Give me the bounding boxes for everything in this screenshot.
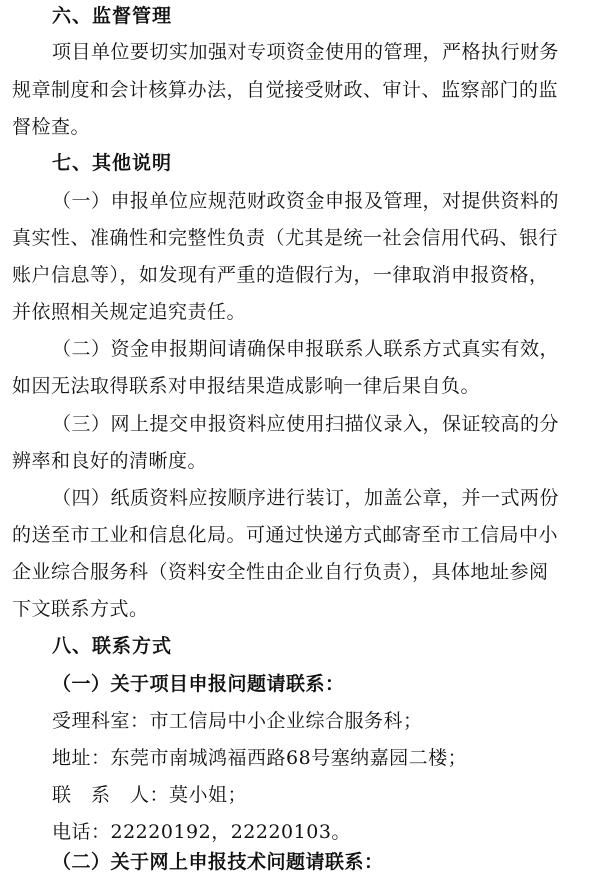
contact-subheading-technical: （二）关于网上申报技术问题请联系： [52, 851, 384, 873]
contact-subheading-project: （一）关于项目申报问题请联系： [52, 673, 345, 695]
paragraph-line: （三）网上提交申报资料应使用扫描仪录入，保证较高的分 [52, 413, 560, 435]
paragraph-line: （二）资金申报期间请确保申报联系人联系方式真实有效， [52, 338, 560, 360]
paragraph-line: 辨率和良好的清晰度。 [12, 450, 208, 472]
contact-address: 地址：东莞市南城鸿福西路68号塞纳嘉园二楼； [52, 747, 468, 769]
paragraph-line: 真实性、准确性和完整性负责（尤其是统一社会信用代码、银行 [12, 227, 559, 249]
paragraph-line: 督检查。 [12, 116, 91, 138]
paragraph-line: 规章制度和会计核算办法，自觉接受财政、审计、监察部门的监 [12, 79, 559, 101]
contact-person: 联 系 人：莫小姐； [52, 784, 248, 806]
section-heading-supervision: 六、监督管理 [52, 5, 173, 27]
paragraph-line: 的送至市工业和信息化局。可通过快递方式邮寄至市工信局中小 [12, 524, 559, 546]
section-heading-other-notes: 七、其他说明 [52, 152, 173, 174]
contact-department: 受理科室：市工信局中小企业综合服务科； [52, 710, 423, 732]
paragraph-line: 下文联系方式。 [12, 598, 149, 620]
paragraph-line: 账户信息等），如发现有严重的造假行为，一律取消申报资格， [12, 264, 549, 286]
section-heading-contact: 八、联系方式 [52, 635, 173, 657]
paragraph-line: （一）申报单位应规范财政资金申报及管理，对提供资料的 [52, 190, 560, 212]
paragraph-line: 并依照相关规定追究责任。 [12, 301, 247, 323]
paragraph-line: 企业综合服务科（资料安全性由企业自行负责），具体地址参阅 [12, 561, 549, 583]
paragraph-line: 项目单位要切实加强对专项资金使用的管理，严格执行财务 [52, 41, 560, 63]
paragraph-line: （四）纸质资料应按顺序进行装订，加盖公章，并一式两份 [52, 487, 560, 509]
paragraph-line: 如因无法取得联系对申报结果造成影响一律后果自负。 [12, 375, 481, 397]
contact-phone: 电话：22220192，22220103。 [52, 821, 351, 843]
